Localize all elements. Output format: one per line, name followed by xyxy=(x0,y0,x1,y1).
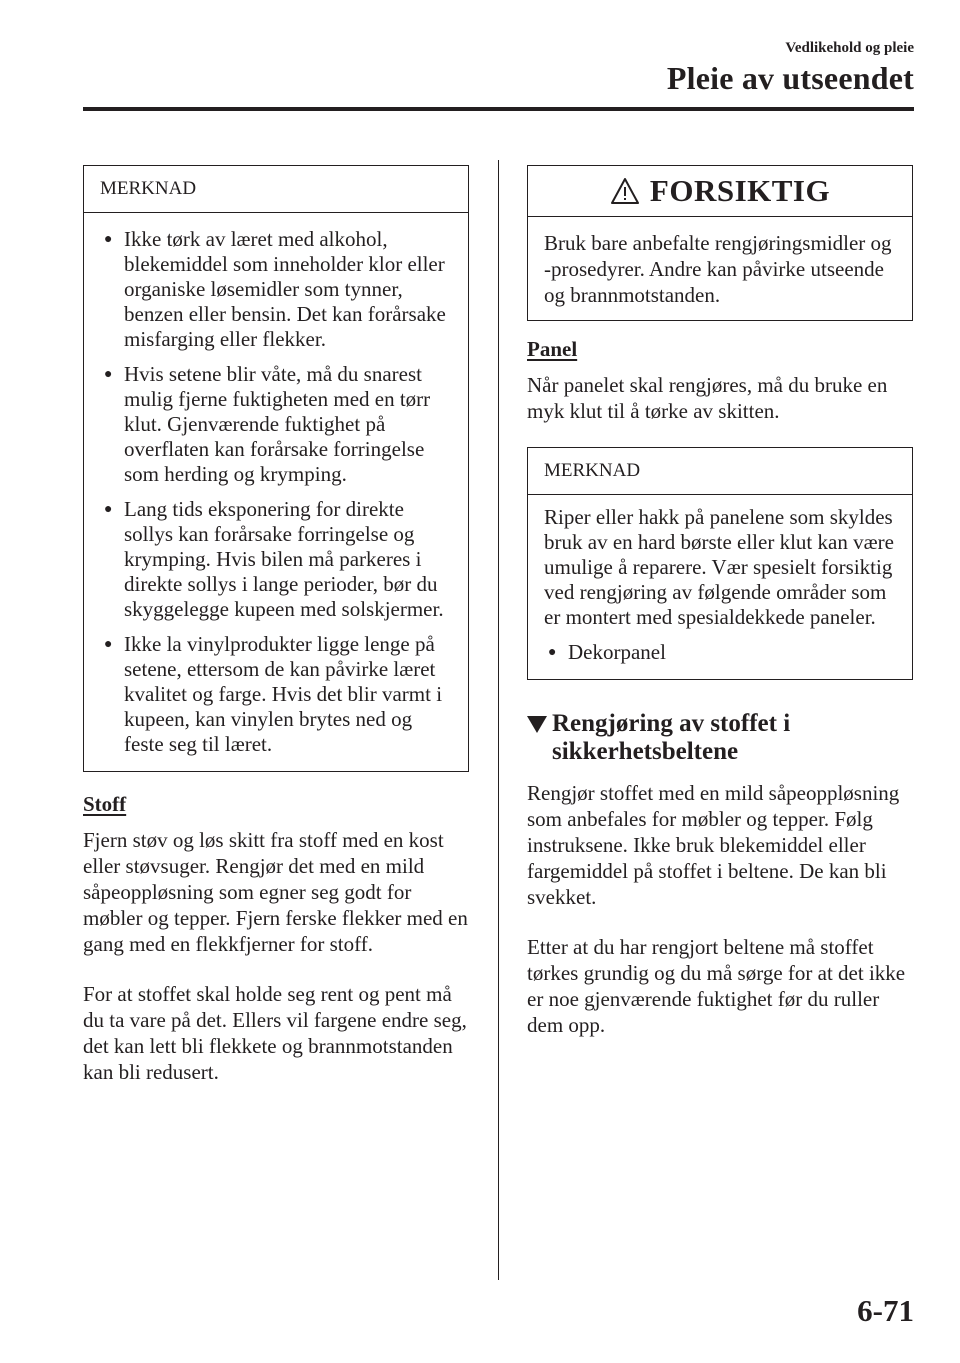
bullet-icon: ● xyxy=(104,637,113,652)
list-item xyxy=(100,362,452,487)
caution-heading: FORSIKTIG xyxy=(649,173,831,208)
note-list xyxy=(544,640,896,665)
page-title: Pleie av utseendet xyxy=(666,60,914,96)
panel-heading: Panel xyxy=(527,337,578,361)
bullet-icon: ● xyxy=(104,232,113,247)
stoff-heading: Stoff xyxy=(83,792,127,816)
right-column xyxy=(527,165,913,1038)
caution-text: Bruk bare anbefalte rengjøringsmidler og -prosedyrer. Andre kan påvirke utseende og brannmotstanden. xyxy=(544,231,892,307)
bullet-icon: ● xyxy=(548,645,557,660)
header-rule xyxy=(83,107,914,111)
note-body xyxy=(528,495,912,679)
note-item-text: Lang tids eksponering for direkte sollys kan forårsake forringelse og krymping. Hvis bilen må parkeres i direkte sollys i lange perioder, bør du skyggelegge kupeen med solskjermer. xyxy=(124,497,444,621)
note-item-text: Ikke la vinylprodukter ligge lenge på setene, ettersom de kan påvirke læret kvalitet og farge. Hvis det blir varmt i kupeen, kan vinylen brytes ned og feste seg til læret. xyxy=(124,632,443,756)
list-item xyxy=(544,640,896,665)
note-heading: MERKNAD xyxy=(84,166,468,213)
section-title-seatbelts xyxy=(527,710,913,766)
stoff-paragraph-1: Fjern støv og løs skitt fra stoff med en kost eller støvsuger. Rengjør det med en mild såpeoppløsning som egner seg godt for møbler og tepper. Fjern ferske flekker med en gang med en flekkfjerner for stoff. xyxy=(83,828,468,956)
note-heading: MERKNAD xyxy=(528,448,912,495)
list-item xyxy=(100,497,452,622)
section-title-text: Rengjøring av stoffet i sikkerhetsbeltene xyxy=(552,710,791,765)
section-triangle-icon xyxy=(527,716,547,733)
page-number: 6-71 xyxy=(857,1293,914,1328)
caution-box xyxy=(527,165,913,321)
warning-icon xyxy=(610,177,640,205)
note-box-leather xyxy=(83,165,469,772)
note-body xyxy=(84,213,468,771)
list-item xyxy=(100,632,452,757)
list-item xyxy=(100,227,452,352)
panel-paragraph: Når panelet skal rengjøres, må du bruke en myk klut til å tørke av skitten. xyxy=(527,373,888,423)
note-item-text: Dekorpanel xyxy=(568,640,666,664)
note-box-panel xyxy=(527,447,913,680)
belt-paragraph-1: Rengjør stoffet med en mild såpeoppløsning som anbefales for møbler og tepper. Følg instruksene. Ikke bruk blekemiddel eller fargemiddel på stoffet i beltene. De kan bli svekket. xyxy=(527,781,900,909)
note-item-text: Ikke tørk av læret med alkohol, blekemiddel som inneholder klor eller organiske løsemidler som tynner, benzen eller bensin. Det kan forårsake misfarging eller flekker. xyxy=(124,227,446,351)
column-divider xyxy=(498,160,499,1280)
bullet-icon: ● xyxy=(104,502,113,517)
note-item-text: Hvis setene blir våte, må du snarest mulig fjerne fuktigheten med en tørr klut. Gjenværende fuktighet på overflaten kan forårsake forringelse som herding og krymping. xyxy=(124,362,431,486)
belt-paragraph-2: Etter at du har rengjort beltene må stoffet tørkes grundig og du må sørge for at det ikke er noe gjenværende fuktighet før du ruller dem opp. xyxy=(527,935,906,1037)
caution-header xyxy=(528,166,912,217)
bullet-icon: ● xyxy=(104,367,113,382)
note-list xyxy=(100,227,452,757)
note-text: Riper eller hakk på panelene som skyldes bruk av en hard børste eller klut kan være umulige å reparere. Vær spesielt forsiktig ved rengjøring av følgende områder som er montert med spesialdekkede paneler. xyxy=(544,505,894,629)
stoff-paragraph-2: For at stoffet skal holde seg rent og pent må du ta vare på det. Ellers vil fargene endre seg, det kan lett bli flekkete og brannmotstanden kan bli redusert. xyxy=(83,982,467,1084)
header-section-label: Vedlikehold og pleie xyxy=(785,40,914,56)
left-column xyxy=(83,165,469,1085)
